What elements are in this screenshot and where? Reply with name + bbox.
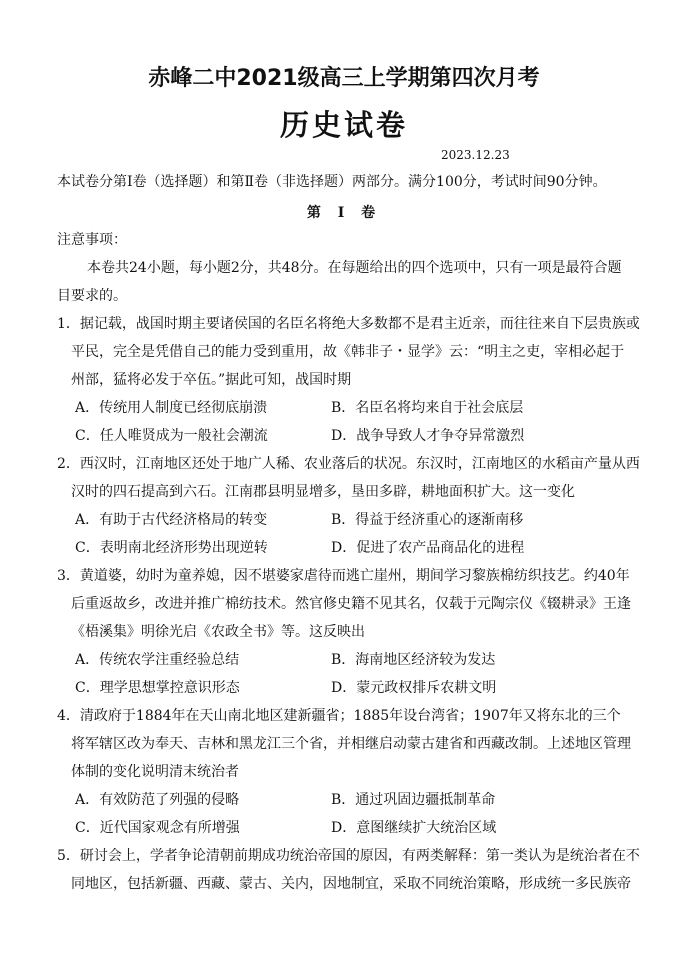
question-1-option-c: C．任人唯贤成为一般社会潮流 <box>75 428 268 444</box>
question-3-option-a: A．传统农学注重经验总结 <box>75 652 240 668</box>
exam-title: 赤峰二中2021级高三上学期第四次月考 <box>148 66 540 91</box>
question-4-option-a: A．有效防范了列强的侵略 <box>75 792 240 808</box>
question-3-line: 《梧溪集》明徐光启《农政全书》等。这反映出 <box>71 624 365 640</box>
question-4-line: 4．清政府于1884年在天山南北地区建新疆省；1885年设台湾省；1907年又将东北的三个 <box>57 708 621 724</box>
question-1-line: 1．据记载，战国时期主要诸侯国的名臣名将绝大多数都不是君主近亲，而往往来自下层贵族或 <box>57 316 640 332</box>
section-heading: 第 Ⅰ 卷 <box>306 205 382 221</box>
question-2-line: 2．西汉时，江南地区还处于地广人稀、农业落后的状况。东汉时，江南地区的水稻亩产量从西 <box>57 456 640 472</box>
question-2-option-d: D．促进了农产品商品化的进程 <box>331 540 525 556</box>
question-2-option-c: C．表明南北经济形势出现逆转 <box>75 540 268 556</box>
question-2-option-b: B．得益于经济重心的逐渐南移 <box>331 512 524 528</box>
question-4-option-b: B．通过巩固边疆抵制革命 <box>331 792 496 808</box>
question-3-option-d: D．蒙元政权排斥农耕文明 <box>331 680 497 696</box>
exam-intro: 本试卷分第Ⅰ卷（选择题）和第Ⅱ卷（非选择题）两部分。满分100分，考试时间90分钟。 <box>57 174 607 190</box>
question-1-line: 州部，猛将必发于卒伍。”据此可知，战国时期 <box>71 372 352 388</box>
question-4-option-d: D．意图继续扩大统治区域 <box>331 820 497 836</box>
subject-title: 历史试卷 <box>279 108 408 142</box>
question-1-option-a: A．传统用人制度已经彻底崩溃 <box>75 400 268 416</box>
question-1-option-d: D．战争导致人才争夺异常激烈 <box>331 428 525 444</box>
question-3-option-b: B．海南地区经济较为发达 <box>331 652 496 668</box>
question-1-line: 平民，完全是凭借自己的能力受到重用，故《韩非子・显学》云：“明主之吏，宰相必起于 <box>71 344 625 360</box>
question-5-line: 同地区，包括新疆、西藏、蒙古、关内，因地制宜，采取不同统治策略，形成统一多民族帝 <box>71 876 631 892</box>
notice-line: 本卷共24小题，每小题2分，共48分。在每题给出的四个选项中，只有一项是最符合题 <box>87 260 622 276</box>
exam-date: 2023.12.23 <box>441 148 510 162</box>
question-3-line: 后重返故乡，改进并推广棉纺技术。然官修史籍不见其名，仅载于元陶宗仪《辍耕录》王逢 <box>71 596 631 612</box>
notice-line: 目要求的。 <box>57 288 127 304</box>
question-4-line: 将军辖区改为奉天、吉林和黑龙江三个省，并相继启动蒙古建省和西藏改制。上述地区管理 <box>71 736 631 752</box>
question-5-line: 5．研讨会上，学者争论清朝前期成功统治帝国的原因，有两类解释：第一类认为是统治者在不 <box>57 848 640 864</box>
question-4-option-c: C．近代国家观念有所增强 <box>75 820 240 836</box>
question-4-line: 体制的变化说明清末统治者 <box>71 764 239 780</box>
question-3-option-c: C．理学思想掌控意识形态 <box>75 680 240 696</box>
question-2-option-a: A．有助于古代经济格局的转变 <box>75 512 268 528</box>
notice-heading: 注意事项： <box>57 232 127 248</box>
question-2-line: 汉时的四石提高到六石。江南郡县明显增多，垦田多辟，耕地面积扩大。这一变化 <box>71 484 575 500</box>
question-3-line: 3．黄道婆，幼时为童养媳，因不堪婆家虐待而逃亡崖州，期间学习黎族棉纺织技艺。约40年 <box>57 568 630 584</box>
question-1-option-b: B．名臣名将均来自于社会底层 <box>331 400 524 416</box>
